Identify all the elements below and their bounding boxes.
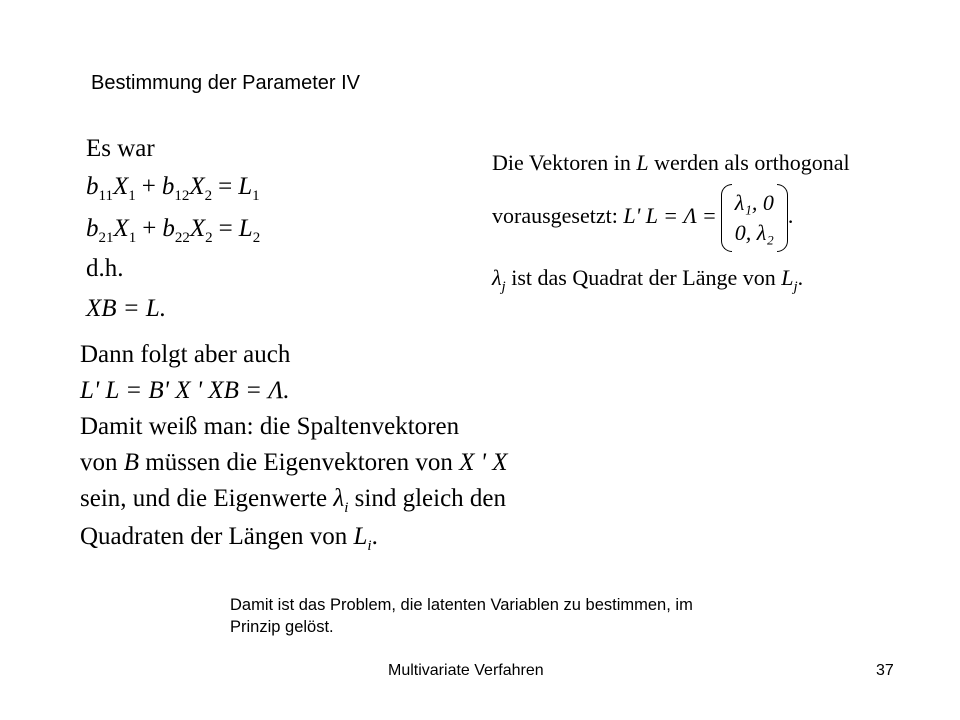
right-line2-pre: vorausgesetzt: bbox=[492, 203, 624, 229]
right-line3-mid: ist das Quadrat der Länge von bbox=[505, 265, 782, 290]
line6-post: . bbox=[371, 523, 378, 550]
lambda-matrix bbox=[721, 188, 788, 248]
right-line3-post: . bbox=[797, 265, 804, 290]
var-x1-sub: 1 bbox=[128, 188, 136, 204]
line4-post: müssen die Eigenvektoren von bbox=[139, 449, 460, 476]
right-line1-post: werden als orthogonal bbox=[648, 150, 850, 175]
dann-folgt-text: Dann folgt aber auch bbox=[80, 341, 291, 368]
quadrat-laenge-line bbox=[492, 265, 804, 295]
coef-b11: b bbox=[86, 173, 99, 200]
lambda-i: λ bbox=[333, 485, 345, 512]
coef-b21-sub: 21 bbox=[98, 230, 114, 246]
lambda-i-sub: i bbox=[344, 500, 349, 516]
right-var-l: L bbox=[636, 150, 649, 175]
lambda-j: λ bbox=[492, 265, 502, 290]
matrix-left-paren bbox=[721, 184, 732, 252]
var-x2-sub: 2 bbox=[204, 188, 213, 204]
vorausgesetzt-line bbox=[492, 188, 793, 248]
lambda-j-sub: j bbox=[501, 279, 506, 295]
var-l2: L bbox=[238, 215, 253, 242]
page-number: 37 bbox=[876, 662, 894, 679]
line6-pre: Quadraten der Längen von bbox=[80, 523, 354, 550]
coef-b11-sub: 11 bbox=[98, 188, 113, 204]
var-x1: X bbox=[112, 173, 129, 200]
matrix-row-1: λ₁, 0 bbox=[734, 190, 774, 215]
var-x2-eq2-sub: 2 bbox=[205, 230, 213, 246]
right-line1-pre: Die Vektoren in bbox=[492, 150, 637, 175]
var-xx: X ' X bbox=[459, 449, 508, 476]
line5-pre: sein, und die Eigenwerte bbox=[80, 485, 334, 512]
var-x2: X bbox=[189, 173, 205, 200]
matrix-right-paren bbox=[777, 184, 788, 252]
coef-b22: b bbox=[162, 215, 175, 242]
var-x1-eq2: X bbox=[113, 215, 129, 242]
coef-b22-sub: 22 bbox=[174, 230, 190, 246]
var-li-sub: i bbox=[367, 538, 372, 554]
equation-2: $b_{21}X_1 + b_{22}X_2 = L_2$ bbox=[86, 215, 261, 246]
equation-1: $b_{11}X_1 + b_{12}X_2 = L_1$ bbox=[86, 173, 260, 204]
var-lj: L bbox=[781, 265, 794, 290]
coef-b12-sub: 12 bbox=[174, 188, 190, 204]
footer-title: Multivariate Verfahren bbox=[388, 662, 544, 679]
line5-post: sind gleich den bbox=[348, 485, 507, 512]
var-x2-eq2: X bbox=[189, 215, 206, 242]
es-war-text: Es war bbox=[86, 135, 155, 162]
var-x1-eq2-sub: 1 bbox=[128, 230, 137, 246]
var-li: L bbox=[353, 523, 368, 550]
coef-b21: b bbox=[86, 215, 99, 242]
var-l1-sub: 1 bbox=[252, 188, 260, 204]
slide-title: Bestimmung der Parameter IV bbox=[91, 72, 360, 94]
eigenvektoren-line bbox=[80, 448, 508, 478]
spaltenvektoren-text: Damit weiß man: die Spaltenvektoren bbox=[80, 413, 460, 440]
coef-b12: b bbox=[161, 173, 175, 200]
var-lj-sub: j bbox=[793, 279, 798, 295]
orthogonal-line bbox=[492, 150, 850, 176]
var-b: B bbox=[123, 449, 140, 476]
conclusion-note: Damit ist das Problem, die latenten Variablen zu bestimmen, im Prinzip gelöst. bbox=[230, 596, 693, 636]
var-l2-sub: 2 bbox=[252, 230, 261, 246]
eigenwerte-line bbox=[80, 484, 506, 514]
dh-text: d.h. bbox=[86, 255, 124, 282]
equation-xb: XB = L. bbox=[86, 295, 167, 322]
right-equation: L' L = Λ = bbox=[623, 203, 717, 229]
matrix-row-2: 0, λ₂ bbox=[734, 220, 774, 245]
var-l1: L bbox=[238, 173, 253, 200]
equation-ll: L' L = B' X ' XB = Λ. bbox=[80, 377, 290, 404]
quadraten-line bbox=[80, 522, 378, 552]
line4-pre: von bbox=[80, 449, 124, 476]
right-line2-post: . bbox=[787, 203, 794, 229]
